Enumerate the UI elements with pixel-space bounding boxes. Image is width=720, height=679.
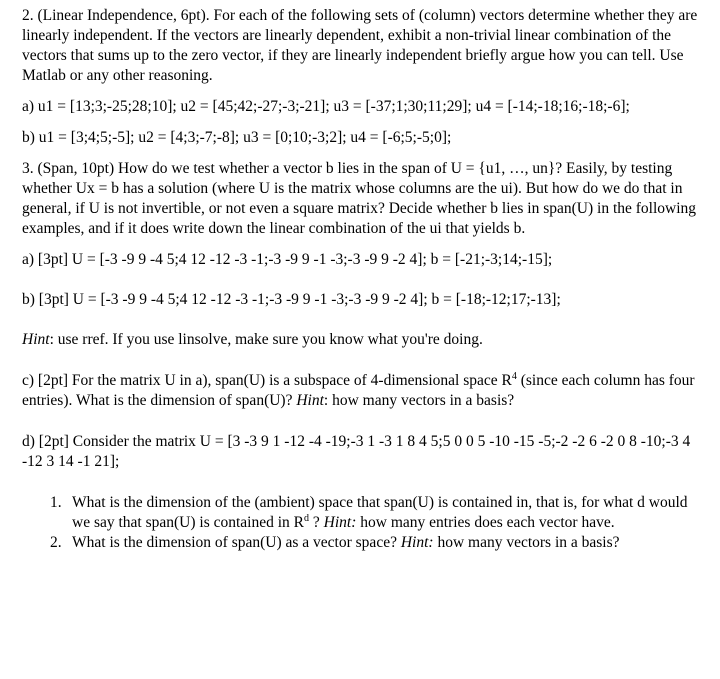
q3-intro: 3. (Span, 10pt) How do we test whether a vector b lies in the span of U = {u1, …, un}? Easily, by testing whether Ux = b has a solution (where U is the matrix whose columns are the ui). But how do we do that in general, if U is not invertible, or not even a square matrix? Decide whether b lies in span(U) in the following examples, and if it does write down the linear combination of the ui that yields b.: [22, 160, 697, 237]
hint-text: : use rref. If you use linsolve, make sure you know what you're doing.: [49, 331, 483, 348]
hint-label: Hint: [22, 331, 50, 348]
list-item-number: 1.: [50, 494, 62, 511]
part-c-hint-text: : how many vectors in a basis?: [323, 392, 515, 409]
q3-hint: [22, 330, 706, 350]
list-item-hint-label: Hint:: [323, 514, 357, 531]
list-item-text-mid: ?: [309, 514, 324, 531]
q3-part-c: [22, 371, 706, 411]
q3-part-d: d) [2pt] Consider the matrix U = [3 -3 9 1 -12 -4 -19;-3 1 -3 1 8 4 5;5 0 0 5 -10 -15 -5;-2 -2 6 -2 0 8 -10;-3 4 -12 3 14 -1 21];: [22, 433, 691, 470]
list-item: [22, 493, 706, 533]
q3-part-a: a) [3pt] U = [-3 -9 9 -4 5;4 12 -12 -3 -1;-3 -9 9 -1 -3;-3 -9 9 -2 4]; b = [-21;-3;14;-15];: [22, 251, 553, 268]
list-item-hint-text: how many entries does each vector have.: [356, 514, 615, 531]
part-c-hint-label: Hint: [296, 392, 324, 409]
part-c-mid: (since each column has four entries). What is the dimension of span(U)?: [22, 372, 695, 409]
part-c-start: c) [2pt] For the matrix U in a), span(U) is a subspace of 4-dimensional space R: [22, 372, 512, 389]
list-item-hint-label: Hint:: [400, 534, 434, 551]
q2-part-a: a) u1 = [13;3;-25;28;10]; u2 = [45;42;-27;-3;-21]; u3 = [-37;1;30;11;29]; u4 = [-14;-18;16;-18;-6];: [22, 98, 630, 115]
list-item-superscript: d: [304, 513, 310, 524]
q2-part-b: b) u1 = [3;4;5;-5]; u2 = [4;3;-7;-8]; u3 = [0;10;-3;2]; u4 = [-6;5;-5;0];: [22, 129, 452, 146]
list-item-hint-text: how many vectors in a basis?: [433, 534, 620, 551]
list-item-number: 2.: [50, 534, 62, 551]
list-item-text-start: What is the dimension of the (ambient) space that span(U) is contained in, that is, for what d would we say that span(U) is contained in R: [72, 494, 688, 531]
part-c-superscript: 4: [511, 371, 517, 382]
list-item-text-start: What is the dimension of span(U) as a vector space?: [72, 534, 401, 551]
q3-part-b: b) [3pt] U = [-3 -9 9 -4 5;4 12 -12 -3 -1;-3 -9 9 -1 -3;-3 -9 9 -2 4]; b = [-18;-12;17;-13];: [22, 291, 561, 308]
part-d-question-list: [22, 493, 706, 553]
q2-intro: 2. (Linear Independence, 6pt). For each of the following sets of (column) vectors determine whether they are linearly independent. If the vectors are linearly dependent, exhibit a non-trivial linear combination of the vectors that sums up to the zero vector, if they are linearly independent briefly argue how you can tell. Use Matlab or any other reasoning.: [22, 7, 698, 84]
list-item: [22, 533, 706, 553]
